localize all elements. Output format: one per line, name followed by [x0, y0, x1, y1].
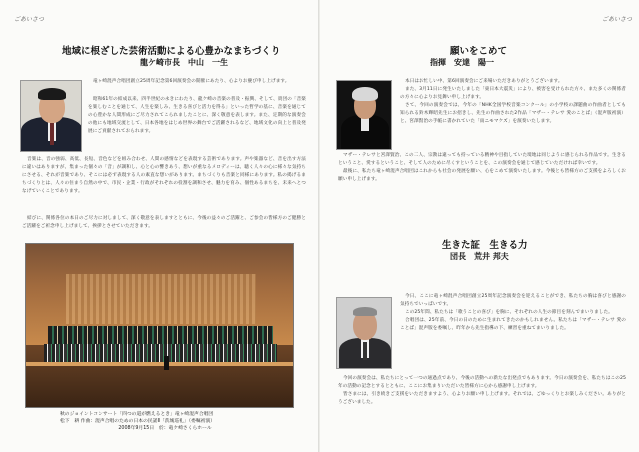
director-portrait: [336, 297, 392, 369]
conductor-portrait: [336, 80, 392, 150]
article-body-end: [22, 215, 306, 239]
mayor-portrait: [20, 80, 82, 152]
article-title: 地域に根ざした芸術活動による心豊かなまちづくり: [62, 46, 281, 57]
section2-body-top: [400, 293, 626, 373]
paragraph: さて、今回の演奏会では、今年の「NHK全国学校音楽コンクール」の小学校の課題曲の作曲者としても知られる鈴木輝昭先生にお招きし、先生の作曲された2作品「マザー・テレサ 愛のことば」（混声版初演）と、宮澤賢治の手帳に書かれていた「雨ニモマケズ」を演奏いたします。: [400, 103, 626, 125]
section2-byline: 団長 荒井 邦夫: [450, 252, 509, 261]
section2-body-bottom: [338, 375, 626, 441]
paragraph: 皆さまには、引き続きご支援をいただきますよう、心よりお願い申し上げます。それでは、ごゆっくりとお楽しみください。ありがとうございました。: [338, 392, 626, 406]
paragraph: 本日はお忙しい中、第6回演奏会にご来場いただきありがとうございます。: [405, 79, 563, 84]
paragraph: この25年間、私たちは「歌うことの喜び」を胸に、それぞれの人生の節目を刻んでまいりました。: [405, 310, 613, 316]
paragraph: 結びに、関係各位の本日のご尽力に対しまして、深く敬意を表しますとともに、今後の益々のご活躍と、ご参会の皆様方のご健勝とご活躍をご祈念申し上げまして、挨拶とさせていただきます。: [22, 216, 306, 230]
paragraph: 今日、ここに竜ヶ崎混声合唱団創立25周年記念演奏会を迎えることができ、私たちの胸は喜びと感謝の気持ちでいっぱいです。: [400, 294, 626, 308]
paragraph: マザー・テレサと宮澤賢治、この二人、宗教は違っても持っている精神や目指していた境地は同じように感じられる作品です。生きるということ、愛するということ、そして人のために尽くすということを、この演奏会を通じて感じていただければ幸いです。: [338, 153, 626, 167]
section1-byline: 指揮 安達 陽一: [430, 58, 494, 67]
paragraph: また、3月11日に発生いたしました「東日本大震災」により、被害を受けられた方々、また多くの関係者の方々に心よりお見舞い申し上げます。: [400, 87, 626, 101]
photo-caption: [60, 411, 270, 432]
article-byline: 龍ケ崎市長 中山 一生: [140, 58, 228, 67]
paragraph: 昭和61年の結成以来、四半世紀の永きにわたり、龍ケ崎の音楽の普及・振興、そして、貴団の「音楽を楽しむことを通じて、人生を楽しみ、生きる喜びと活力を得る」といった哲学の基に、音楽を通じての心豊かな人間形成にご尽力されてこられましたことに、深く敬意を表します。また、定期的な演奏会の他にも地域交流として、日本各地をはじめ世界の舞台でご活躍されるなど、地域文化の向上と普及発展にご貢献されておられます。: [88, 97, 306, 135]
caption-line-2: 松下 耕 作曲：混声合唱のための日本の民謡Ⅱ「茨城巡礼」（委嘱初演）: [60, 419, 215, 424]
page-header: ごあいさつ: [602, 16, 633, 23]
paragraph: 最後に、私たち竜ヶ崎混声合唱団はこれからも社会の発展を願い、心をこめて演奏いたします。今後とも皆様方のご支援をよろしくお願い申し上げます。: [338, 169, 626, 183]
article-body-mid: [22, 156, 306, 214]
paragraph: 今回の演奏会は、私たちにとって一つの通過点であり、今後の活動への新たな出発点でもあります。今日の演奏会を、私たちはこの25年の活動の記念とするとともに、ここにお集まりいただいた皆様方に心から感謝申し上げます。: [338, 376, 626, 390]
section2-title: 生きた証 生きる力: [442, 240, 528, 251]
article-body-top: [88, 96, 306, 154]
section1-title: 願いをこめて: [450, 46, 508, 57]
section1-body-bottom: [338, 152, 626, 207]
right-page: [320, 0, 639, 452]
paragraph: 竜ヶ崎混声合唱団創立25周年記念第6回演奏会の開催にあたり、心よりお慶び申し上げます。: [93, 79, 290, 84]
page-header: ごあいさつ: [14, 16, 45, 23]
concert-photo: [25, 243, 294, 408]
section1-body-top: [400, 78, 626, 150]
left-page: [0, 0, 318, 452]
paragraph: 音楽は、音の強弱、高低、長短、音色などを組み合わせ、人間の感情などを表現する芸術であります。声や楽器など、音を出す方法に違いはありますが、集まった個々の「音」が調和し、心と心の響きあう、想いが重なるメロディーは、聴く人々の心に様々な気持ちにさせる、それが音楽であり、そこには必ず表現する人の素直な想いがあります。まちづくりも音楽と同様にあります。私の掲げるまちづくりとは、人々の住まう自然の中で、市民・企業・行政がそれぞれの役割を調和させ、魅力を育み、個性あるまちを、未来へとつなげていくことであります。: [22, 157, 306, 195]
caption-line-1: 秋のジョイントコンサート「四つの道が燃えるとき」竜ヶ崎混声合唱団: [60, 412, 214, 417]
caption-line-3: 2008年9月15日 於：竜ケ崎さくらホール: [118, 426, 212, 431]
article-intro: [88, 78, 306, 94]
paragraph: 合唱団は、25年前、今日の日のために生まれてきたのかもしれません。私たちは「マザー・テレサ 愛のことば」混声版を委嘱し、昨年から先生指導の下、練習を重ねてまいりました。: [400, 318, 626, 332]
